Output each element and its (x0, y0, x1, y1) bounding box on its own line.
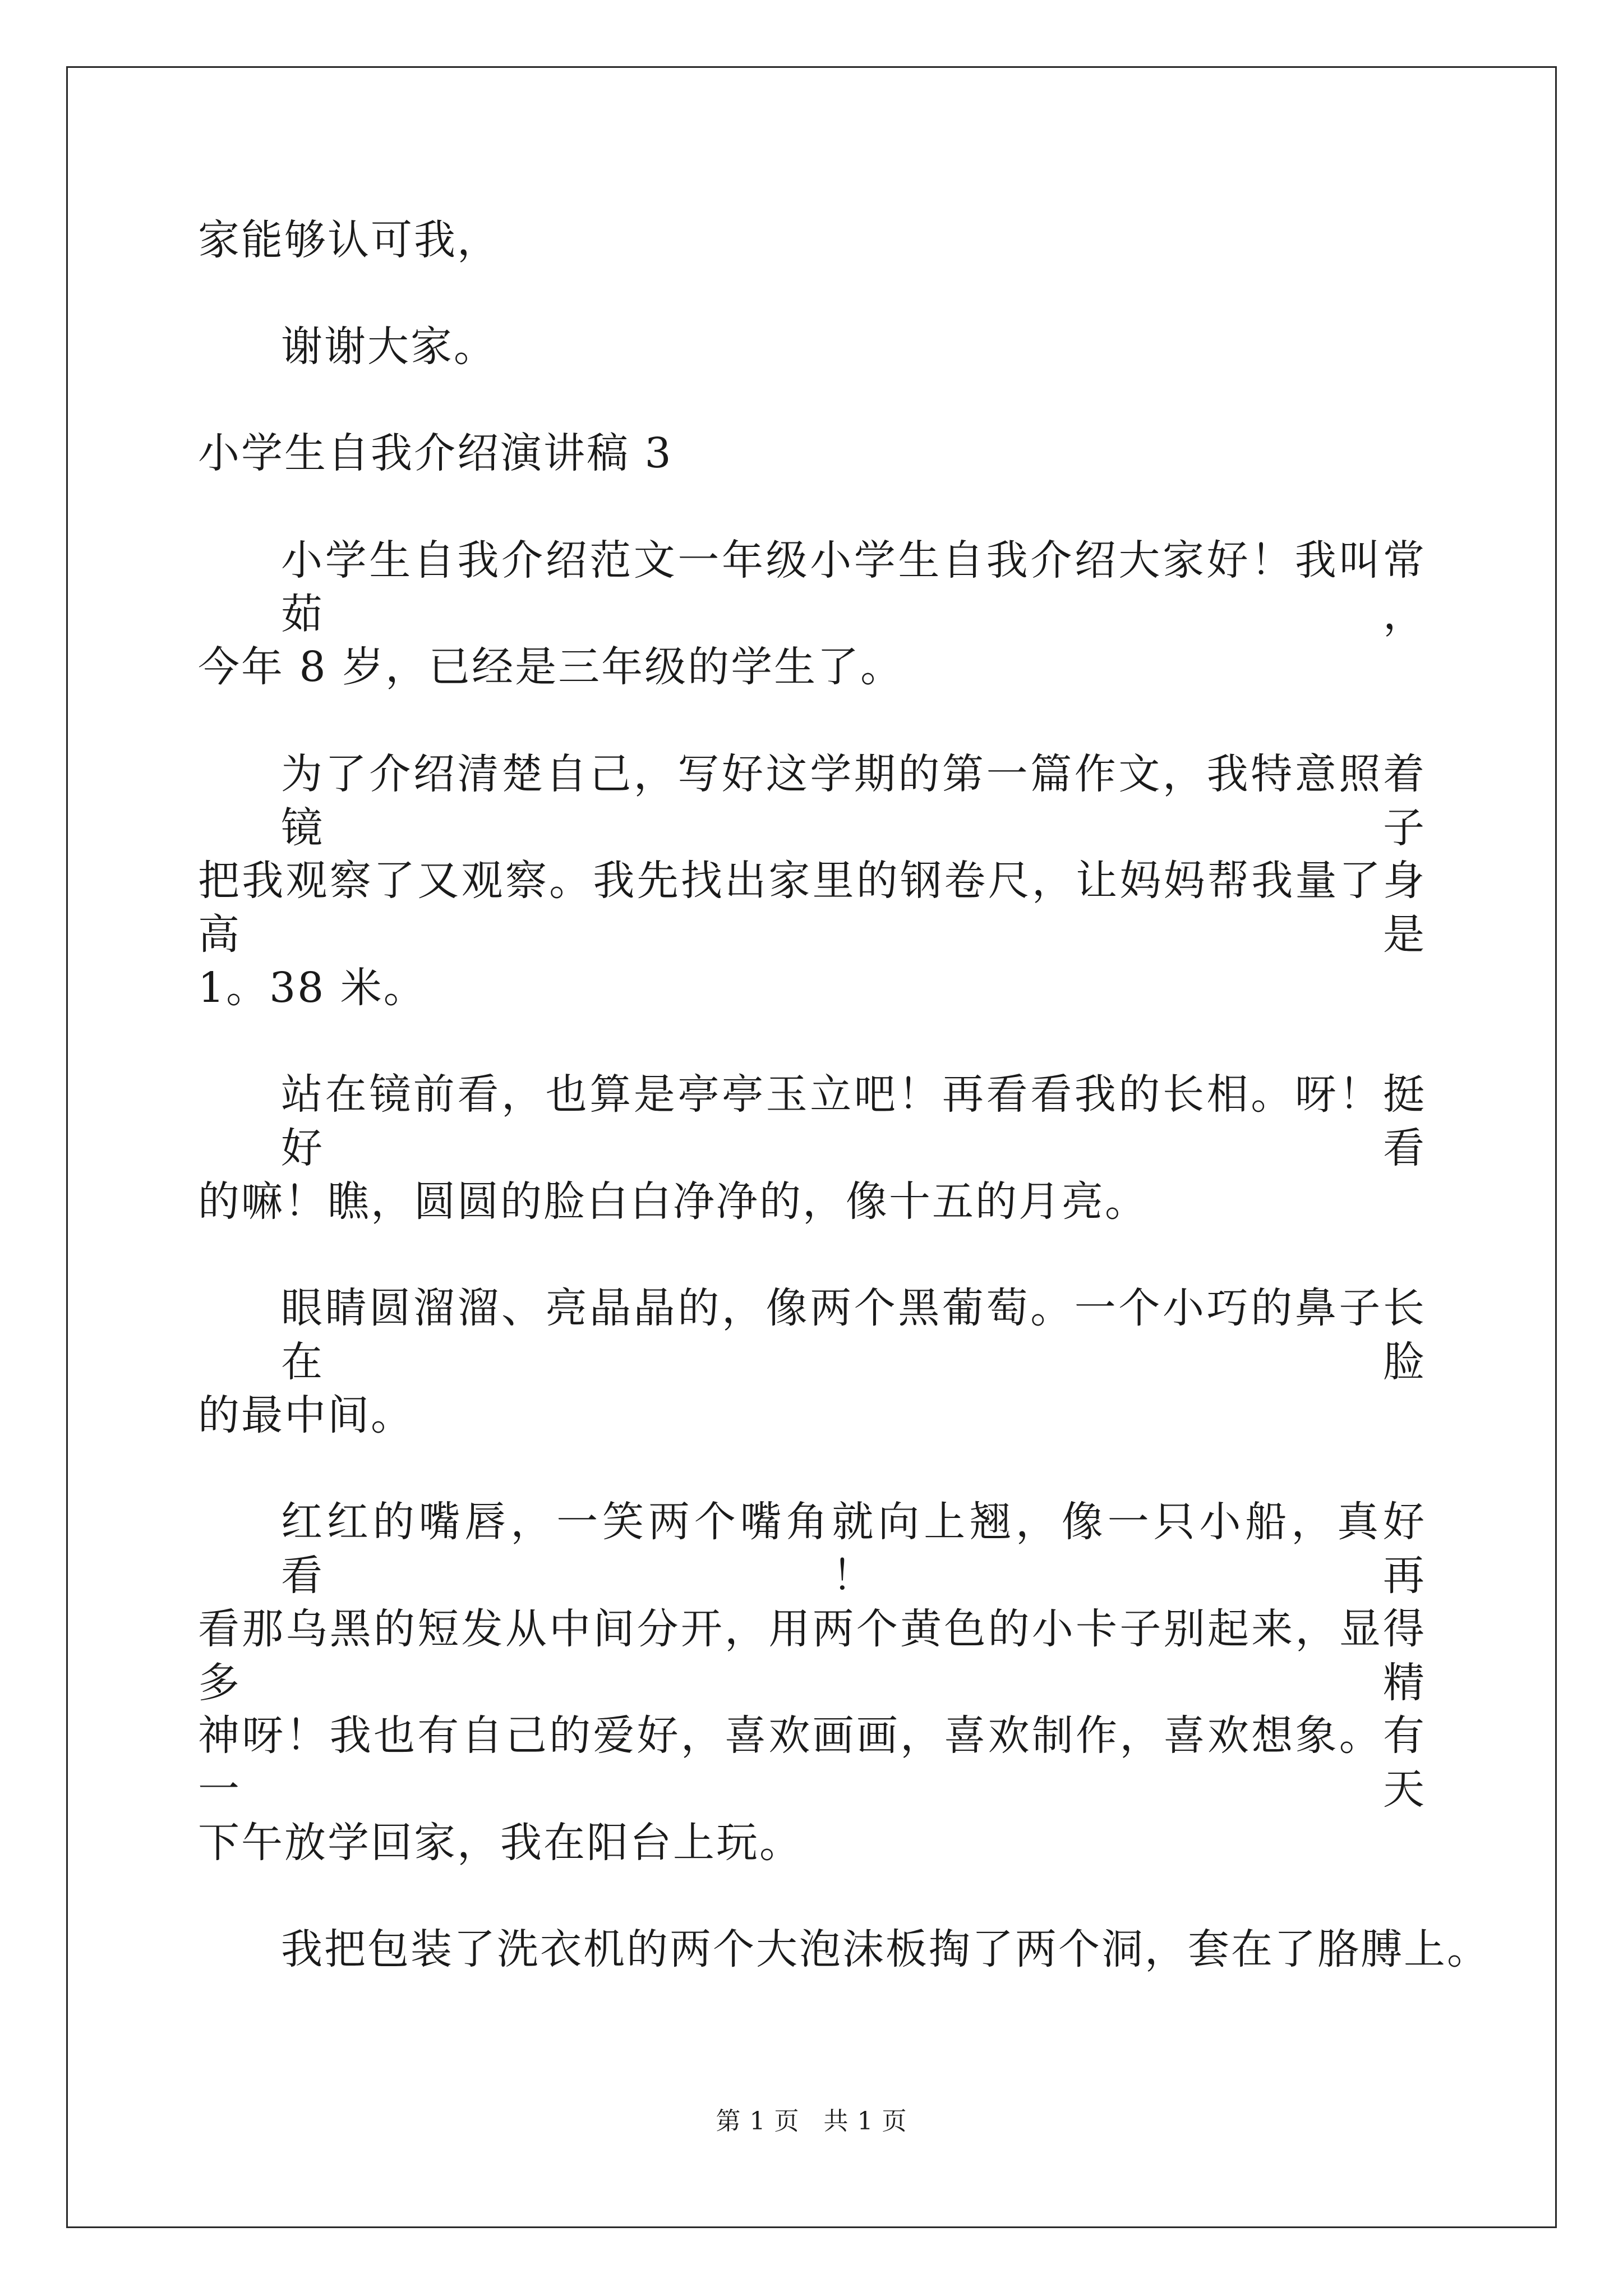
text-line: 谢谢大家。 (281, 323, 497, 371)
section-heading: 小学生自我介绍演讲稿 3 (198, 429, 673, 477)
page-total: 共 1 页 (823, 2107, 907, 2136)
text-line: 下午放学回家，我在阳台上玩。 (198, 1819, 803, 1867)
text-line: 把我观察了又观察。我先找出家里的钢卷尺，让妈妈帮我量了身高是 (198, 857, 1426, 959)
text-line: 的最中间。 (198, 1391, 414, 1439)
text-line: 站在镜前看，也算是亭亭玉立吧！再看看我的长相。呀！挺好看 (281, 1070, 1426, 1172)
page-number: 第 1 页 (716, 2107, 800, 2136)
text-line: 红红的嘴唇，一笑两个嘴角就向上翘，像一只小船，真好看！再 (281, 1498, 1426, 1600)
text-line: 的嘛！瞧，圆圆的脸白白净净的，像十五的月亮。 (198, 1177, 1148, 1226)
text-line: 眼睛圆溜溜、亮晶晶的，像两个黑葡萄。一个小巧的鼻子长在脸 (281, 1284, 1426, 1386)
text-line: 小学生自我介绍范文一年级小学生自我介绍大家好！我叫常茹， (281, 536, 1426, 638)
text-line: 我把包装了洗衣机的两个大泡沫板掏了两个洞，套在了胳膊上。 (281, 1925, 1490, 1973)
text-line: 1。38 米。 (198, 964, 427, 1012)
text-line: 看那乌黑的短发从中间分开，用两个黄色的小卡子别起来，显得多精 (198, 1605, 1426, 1707)
text-line: 神呀！我也有自己的爱好，喜欢画画，喜欢制作，喜欢想象。有一天 (198, 1711, 1426, 1814)
text-line: 今年 8 岁，已经是三年级的学生了。 (198, 643, 904, 691)
text-line: 家能够认可我， (198, 216, 500, 264)
page-footer (0, 2105, 1623, 2138)
text-line: 为了介绍清楚自己，写好这学期的第一篇作文，我特意照着镜子 (281, 750, 1426, 852)
